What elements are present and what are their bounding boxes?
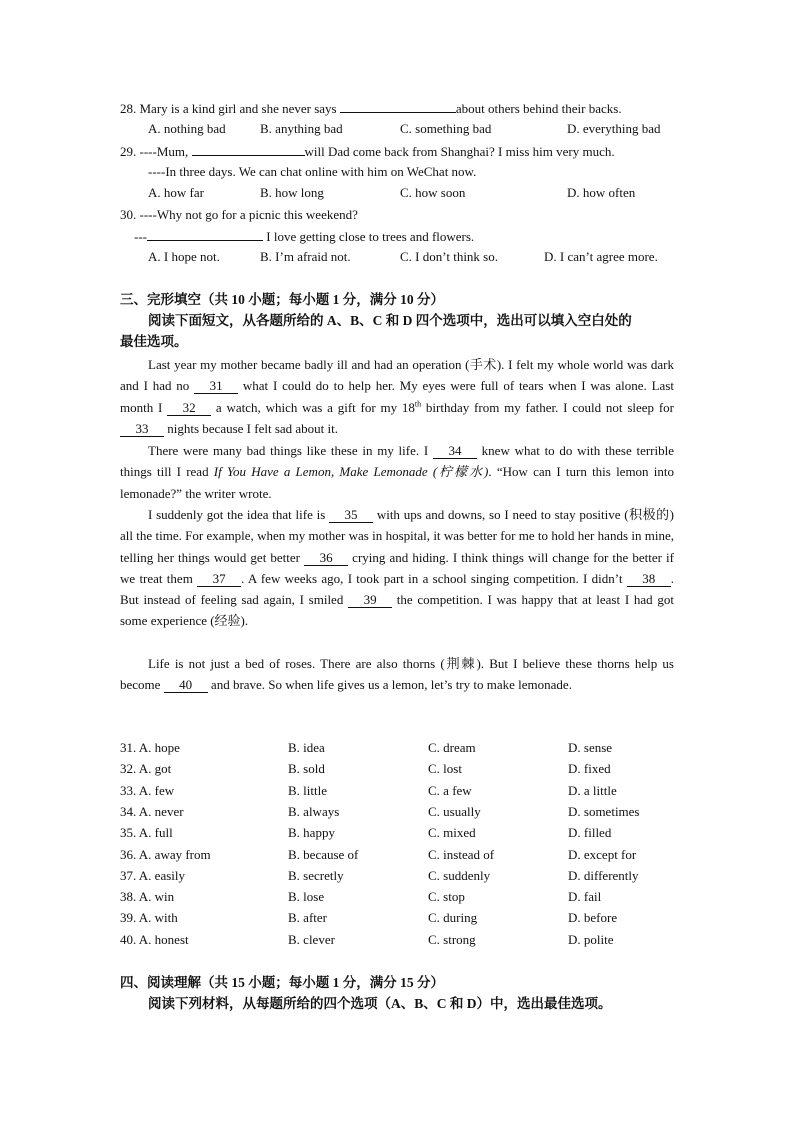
gap-34: 34 [433, 444, 477, 459]
reply-dash: --- [134, 229, 147, 244]
option-b: B. anything bad [260, 121, 343, 136]
option-d: D. everything bad [567, 121, 661, 136]
cloze-option-37-c: C. suddenly [428, 867, 491, 883]
option-c: C. I don’t think so. [400, 249, 498, 264]
option-d: D. I can’t agree more. [544, 249, 658, 264]
cloze-option-35-c: C. mixed [428, 825, 476, 841]
cloze-option-40-d: D. polite [568, 931, 614, 947]
option-b: B. I’m afraid not. [260, 249, 351, 264]
cloze-option-34-b: B. always [288, 803, 340, 819]
passage-text: and brave. So when life gives us a lemon, let’s try to make lemonade. [207, 677, 572, 693]
cloze-option-32-d: D. fixed [568, 761, 611, 777]
passage-text: a watch, which was a gift for my 18 [211, 399, 415, 415]
question-30: 30. ----Why not go for a picnic this weekend? [120, 207, 358, 222]
passage-text: with ups and downs, so I need to stay positive (积极的) all the time. For example, when my mother was in hospital, it was better for me to hold her hands in mine, telling her things would get better [120, 507, 674, 565]
question-29-stem-end: will Dad come back from Shanghai? I miss him very much. [304, 144, 615, 159]
gap-31: 31 [194, 379, 238, 394]
gap-39: 39 [348, 593, 392, 608]
question-28-stem-end: about others behind their backs. [455, 101, 622, 116]
cloze-option-36-d: D. except for [568, 846, 637, 862]
answer-blank [192, 143, 305, 156]
reply-text: I love getting close to trees and flowers. [263, 229, 475, 244]
question-29 [120, 143, 615, 160]
cloze-option-39-d: D. before [568, 910, 618, 926]
question-28 [120, 100, 622, 117]
passage-text: There were many bad things like these in my life. I [148, 443, 433, 458]
cloze-option-31-d: D. sense [568, 740, 613, 755]
cloze-option-33-c: C. a few [428, 782, 472, 798]
section-3-instruction-cont: 最佳选项。 [120, 334, 188, 349]
option-a: A. how far [148, 185, 204, 200]
section-4-heading: 四、阅读理解（共 15 小题；每小题 1 分，满分 15 分） [120, 975, 444, 990]
passage-text: Life is not just a bed of roses. There are also thorns (荆棘). But I believe these thorns help us become [120, 656, 674, 693]
cloze-option-32-c: C. lost [428, 761, 462, 777]
cloze-option-37-d: D. differently [568, 867, 639, 883]
passage-text: knew what to do with these terrible things till I read [120, 443, 674, 480]
passage-text: nights because I felt sad about it. [164, 420, 339, 436]
book-title: If You Have a Lemon, Make Lemonade (柠檬水) [213, 464, 489, 480]
question-29-reply: ----In three days. We can chat online with him on WeChat now. [148, 164, 477, 179]
cloze-option-34-a: 34. A. never [120, 803, 184, 819]
gap-40: 40 [164, 678, 208, 693]
option-a: A. I hope not. [148, 249, 220, 264]
cloze-option-36-b: B. because of [288, 846, 359, 862]
superscript-th: th [414, 399, 422, 409]
gap-33: 33 [120, 422, 164, 437]
cloze-option-33-a: 33. A. few [120, 782, 175, 798]
section-4-instruction: 阅读下列材料，从每题所给的四个选项（A、B、C 和 D）中，选出最佳选项。 [148, 996, 612, 1011]
passage-text: what I could do to help her. My eyes were full of tears when I was alone. Last month I [120, 378, 674, 415]
cloze-option-39-b: B. after [288, 910, 327, 926]
cloze-option-39-c: C. during [428, 910, 478, 926]
answer-blank [147, 228, 263, 241]
option-c: C. how soon [400, 185, 466, 200]
cloze-option-32-a: 32. A. got [120, 761, 172, 777]
cloze-option-36-a: 36. A. away from [120, 846, 211, 862]
cloze-option-38-a: 38. A. win [120, 889, 175, 905]
passage-text: . But instead of feeling sad again, I smiled [120, 570, 675, 608]
cloze-option-35-a: 35. A. full [120, 825, 173, 841]
cloze-option-33-b: B. little [288, 782, 327, 798]
gap-32: 32 [167, 401, 211, 416]
cloze-option-33-d: D. a little [568, 782, 617, 798]
option-b: B. how long [260, 185, 324, 200]
cloze-option-37-b: B. secretly [288, 867, 344, 883]
cloze-option-38-c: C. stop [428, 889, 465, 905]
cloze-option-38-d: D. fail [568, 889, 602, 905]
section-3-instruction: 阅读下面短文，从各题所给的 A、B、C 和 D 四个选项中，选出可以填入空白处的 [148, 313, 632, 328]
cloze-option-40-a: 40. A. honest [120, 931, 189, 947]
question-29-stem: 29. ----Mum, [120, 144, 192, 159]
question-28-stem: 28. Mary is a kind girl and she never says [120, 101, 340, 116]
passage-text: . “How can I turn this lemon into lemonade?” the writer wrote. [120, 464, 674, 501]
passage-text: I suddenly got the idea that life is [148, 507, 330, 522]
option-d: D. how often [567, 185, 636, 200]
cloze-option-32-b: B. sold [288, 761, 325, 777]
cloze-option-31-c: C. dream [428, 740, 476, 755]
cloze-option-35-d: D. filled [568, 825, 612, 841]
gap-36: 36 [304, 551, 348, 566]
passage-paragraph-3 [120, 504, 674, 632]
cloze-option-35-b: B. happy [288, 825, 335, 841]
passage-text: the competition. I was happy that at least I had got some experience (经验). [120, 592, 674, 629]
passage-paragraph-1 [120, 354, 674, 439]
gap-38: 38 [627, 572, 671, 587]
gap-37: 37 [197, 572, 241, 587]
option-c: C. something bad [400, 121, 492, 136]
cloze-option-34-d: D. sometimes [568, 803, 640, 819]
cloze-option-40-b: B. clever [288, 931, 335, 947]
passage-paragraph-2 [120, 440, 674, 504]
passage-paragraph-4 [120, 653, 674, 696]
cloze-option-31-b: B. idea [288, 740, 325, 755]
cloze-option-36-c: C. instead of [428, 846, 495, 862]
cloze-option-38-b: B. lose [288, 889, 325, 905]
answer-blank [340, 100, 456, 113]
cloze-option-40-c: C. strong [428, 931, 476, 947]
cloze-option-34-c: C. usually [428, 803, 481, 819]
passage-text: . A few weeks ago, I took part in a school singing competition. I didn’t [241, 570, 627, 586]
section-3-heading: 三、完形填空（共 10 小题；每小题 1 分，满分 10 分） [120, 292, 444, 307]
passage-text: Last year my mother became badly ill and had an operation (手术). I felt my whole world was dark and I had no [120, 357, 674, 394]
passage-text: birthday from my father. I could not sleep for [421, 399, 674, 415]
gap-35: 35 [329, 508, 373, 523]
cloze-option-37-a: 37. A. easily [120, 867, 185, 883]
passage-text: crying and hiding. I think things will change for the better if we treat them [120, 549, 675, 586]
option-a: A. nothing bad [148, 121, 226, 136]
cloze-option-39-a: 39. A. with [120, 910, 178, 926]
question-30-reply [134, 228, 474, 245]
cloze-option-31-a: 31. A. hope [120, 740, 180, 755]
